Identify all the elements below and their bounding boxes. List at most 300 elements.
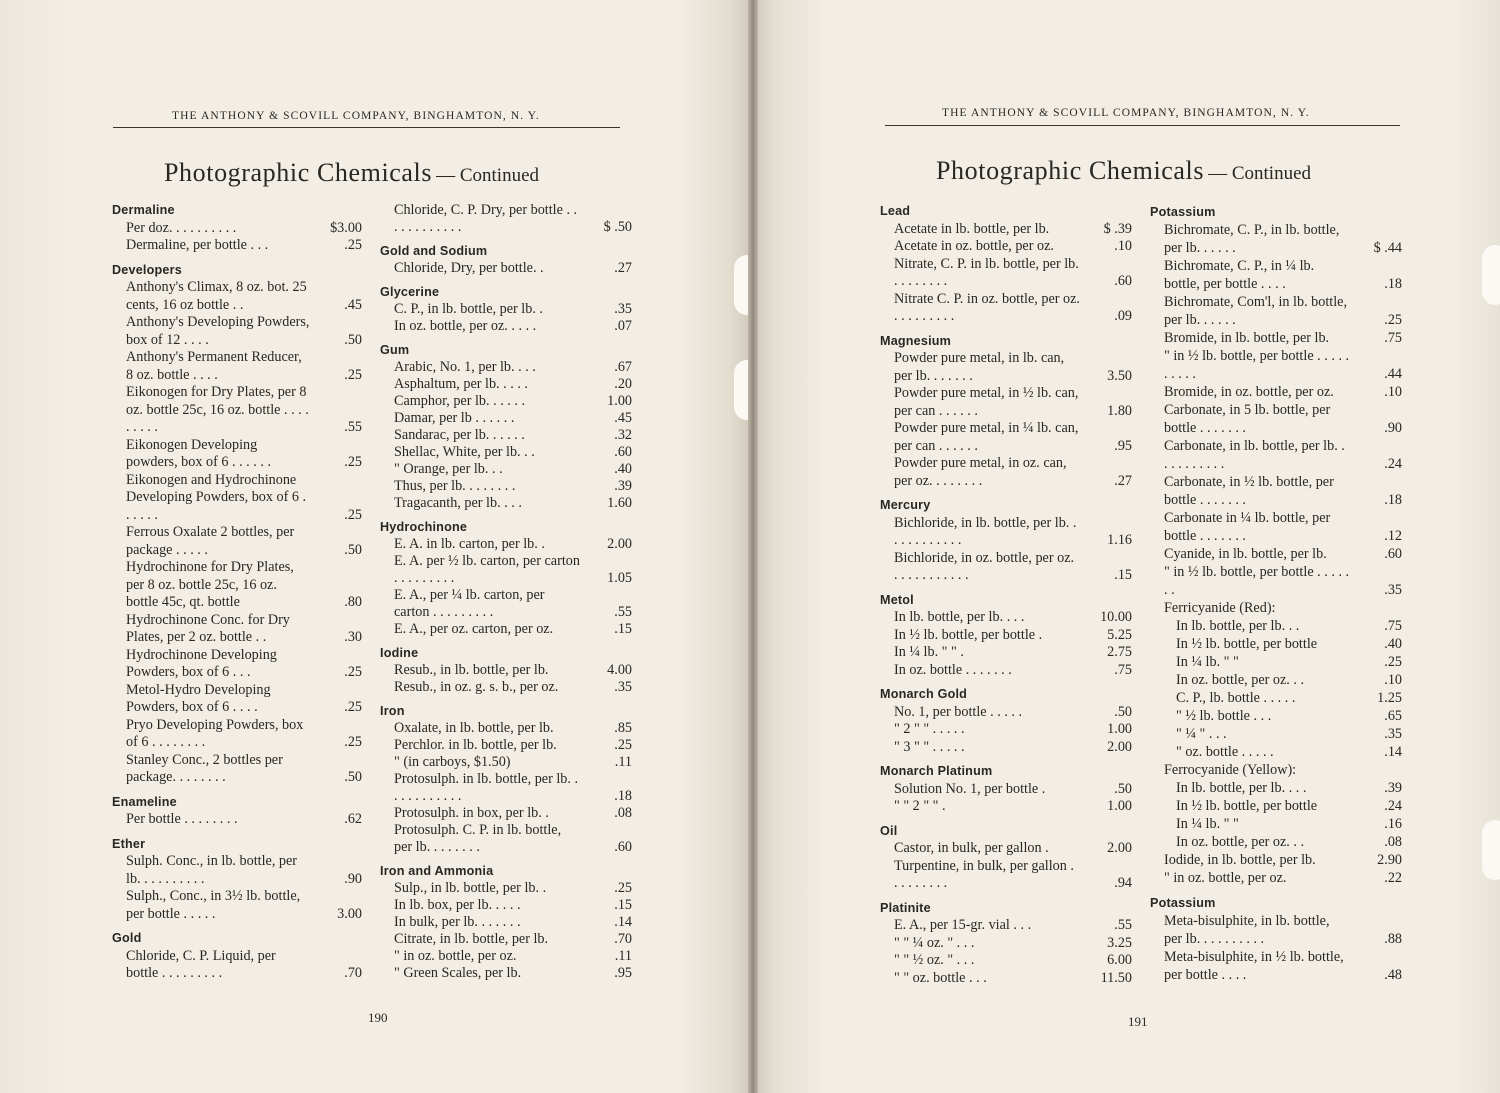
item-price: .18 [1384, 276, 1402, 292]
item-price: .62 [344, 811, 362, 827]
item-price: 10.00 [1100, 609, 1132, 625]
item-description: Bromide, in lb. bottle, per lb. [1164, 330, 1330, 346]
section-heading: Hydrochinone [380, 520, 468, 534]
price-row [880, 420, 1132, 455]
title-main: Photographic Chemicals [936, 156, 1205, 185]
item-description: Powder pure metal, in lb. can, per lb. . . . . . . [894, 350, 1065, 384]
item-description: Powder pure metal, in ¼ lb. can, per can . . . . . . [894, 420, 1079, 454]
item-description: In ¼ lb. " " . [894, 644, 964, 660]
section-heading: Mercury [880, 498, 931, 512]
item-description: Sulph. Conc., in lb. bottle, per lb. . . . . . . . . . [126, 853, 298, 887]
price-row [1150, 797, 1402, 815]
item-price: .20 [614, 376, 632, 392]
item-description: Hydrochinone for Dry Plates, per 8 oz. bottle 25c, 16 oz. bottle 45c, qt. bottle [126, 559, 294, 610]
price-row [380, 444, 632, 461]
price-row [380, 393, 632, 410]
item-price: .50 [344, 331, 362, 348]
item-price: .50 [1114, 703, 1132, 720]
item-description: Thus, per lb. . . . . . . . [394, 478, 516, 494]
item-price: .50 [344, 769, 362, 785]
section-heading: Developers [112, 262, 182, 277]
item-description: Protosulph. in lb. bottle, per lb. . . . . . . . . . . . [394, 771, 579, 804]
price-row [880, 256, 1132, 291]
section-heading: Metol [880, 592, 914, 607]
item-description: Bichromate, C. P., in lb. bottle, per lb. . . . . . [1164, 222, 1340, 256]
item-price: .85 [614, 720, 632, 736]
item-price: .45 [344, 296, 362, 313]
price-row [880, 221, 1132, 239]
section-heading: Potassium [1150, 205, 1216, 219]
item-price: .11 [614, 948, 632, 964]
price-row [1150, 473, 1402, 509]
title-main: Photographic Chemicals [164, 158, 433, 187]
item-price: 1.05 [607, 570, 632, 586]
item-price: .60 [1114, 273, 1132, 289]
price-row [880, 291, 1132, 326]
price-row [1150, 671, 1402, 689]
price-row [380, 662, 632, 679]
item-price: .55 [614, 604, 632, 620]
item-price: .55 [1114, 917, 1132, 933]
price-row [380, 495, 632, 512]
item-price: $ .44 [1373, 240, 1402, 256]
item-price: 3.00 [337, 905, 362, 922]
section-heading: Oil [880, 823, 898, 838]
title-suffix: — Continued [436, 165, 540, 186]
price-row [112, 384, 362, 437]
item-price: $3.00 [330, 219, 362, 236]
item-description: In oz. bottle, per oz. . . [1176, 834, 1305, 850]
item-description: Carbonate, in lb. bottle, per lb. . . . . . . . . . . [1164, 438, 1345, 472]
item-price: .39 [614, 478, 632, 494]
item-description: No. 1, per bottle . . . . . [894, 703, 1023, 720]
item-description: E. A. in lb. carton, per lb. . [394, 536, 545, 552]
item-price: .40 [1384, 636, 1402, 652]
item-price: 1.16 [1107, 532, 1132, 548]
price-row [1150, 329, 1402, 347]
price-row [380, 737, 632, 754]
item-price: .67 [614, 359, 632, 375]
price-row [1150, 599, 1402, 617]
price-row [380, 822, 632, 856]
item-price: .18 [614, 788, 632, 804]
item-price: .25 [1384, 654, 1402, 670]
item-description: Resub., in lb. bottle, per lb. [394, 662, 549, 678]
section-heading: Iron [380, 704, 405, 718]
price-row [112, 647, 362, 682]
item-price: 3.50 [1107, 367, 1132, 384]
price-row [880, 238, 1132, 256]
item-price: .25 [344, 699, 362, 715]
item-description: Resub., in oz. g. s. b., per oz. [394, 679, 559, 695]
price-row [112, 853, 362, 888]
price-row [112, 559, 362, 612]
item-price: 2.90 [1377, 852, 1402, 868]
price-row [380, 621, 632, 638]
price-row [112, 437, 362, 472]
price-row [1150, 725, 1402, 743]
item-price: .25 [344, 664, 362, 680]
item-description: Ferrocyanide (Yellow): [1164, 762, 1297, 778]
item-description: Eikonogen for Dry Plates, per 8 oz. bottle 25c, 16 oz. bottle . . . . . . . . . [126, 384, 309, 435]
item-price: .16 [1384, 816, 1402, 832]
item-description: Per doz. . . . . . . . . . [126, 219, 237, 236]
section-heading: Monarch Gold [880, 687, 968, 701]
section-heading: Platinite [880, 900, 931, 915]
price-column [112, 202, 362, 983]
item-price: .70 [344, 965, 362, 981]
price-row [880, 952, 1132, 970]
right-page-tab [1482, 820, 1500, 880]
item-description: Carbonate, in 5 lb. bottle, per bottle . . . . . . . [1164, 402, 1331, 436]
item-description: Cyanide, in lb. bottle, per lb. [1164, 546, 1327, 562]
item-description: Bichloride, in oz. bottle, per oz. . . . . . . . . . . . [894, 549, 1075, 583]
price-row [1150, 347, 1402, 383]
item-description: " Orange, per lb. . . [394, 461, 503, 477]
item-description: In oz. bottle, per oz. . . . . [394, 318, 537, 334]
item-price: .08 [1384, 834, 1402, 850]
item-description: " oz. bottle . . . . . [1176, 744, 1274, 760]
running-head: THE ANTHONY & SCOVILL COMPANY, BINGHAMTON, N. Y. [942, 107, 1310, 119]
item-price: 2.00 [1107, 738, 1132, 755]
item-price: .25 [614, 737, 632, 753]
item-price: 2.75 [1107, 644, 1132, 660]
item-description: Acetate in lb. bottle, per lb. [894, 220, 1050, 237]
item-price: 1.60 [607, 495, 632, 511]
header-rule [113, 127, 620, 128]
item-price: .25 [344, 237, 362, 253]
item-description: Turpentine, in bulk, per gallon . . . . . . . . . [894, 857, 1074, 891]
item-description: " " oz. bottle . . . [894, 969, 987, 986]
item-description: Meta-bisulphite, in lb. bottle, per lb. . . . . . . . . . [1164, 913, 1330, 947]
item-description: Bromide, in oz. bottle, per oz. [1164, 384, 1334, 400]
item-price: .24 [1384, 798, 1402, 814]
price-row [380, 410, 632, 427]
item-price: .88 [1384, 931, 1402, 947]
item-description: " 3 " " . . . . . [894, 738, 965, 755]
item-description: Chloride, C. P. Dry, per bottle . . . . . . . . . . . . [394, 202, 578, 235]
item-description: In ¼ lb. " " [1176, 654, 1239, 670]
item-description: Ferricyanide (Red): [1164, 600, 1276, 616]
price-row [1150, 437, 1402, 473]
section-heading: Lead [880, 204, 911, 218]
price-row [1150, 383, 1402, 401]
price-row [1150, 563, 1402, 599]
item-description: E. A. per ½ lb. carton, per carton . . . . . . . . . [394, 553, 580, 586]
item-description: " in ½ lb. bottle, per bottle . . . . . . . . . . [1164, 348, 1350, 382]
item-description: Chloride, Dry, per bottle. . [394, 260, 544, 276]
price-row [112, 472, 362, 525]
item-description: In oz. bottle . . . . . . . [894, 661, 1012, 678]
price-row [380, 318, 632, 335]
price-row [112, 752, 362, 787]
item-price: .48 [1384, 967, 1402, 983]
price-row [112, 237, 362, 255]
header-rule [885, 125, 1400, 126]
price-row [112, 612, 362, 647]
item-price: .50 [1114, 780, 1132, 797]
price-row [1150, 851, 1402, 869]
price-row [112, 948, 362, 983]
item-description: Sulp., in lb. bottle, per lb. . [394, 880, 547, 896]
price-row [380, 679, 632, 696]
item-price: .80 [344, 594, 362, 610]
item-price: .50 [344, 541, 362, 558]
price-row [1150, 653, 1402, 671]
item-description: Powder pure metal, in ½ lb. can, per can . . . . . . [894, 385, 1079, 419]
price-row [380, 914, 632, 931]
price-row [1150, 293, 1402, 329]
right-page-tab [1482, 245, 1500, 305]
item-description: C. P., lb. bottle . . . . . [1176, 690, 1296, 706]
price-row [380, 805, 632, 822]
right-page [752, 0, 1500, 1093]
item-description: Anthony's Climax, 8 oz. bot. 25 cents, 16 oz bottle . . [126, 279, 307, 313]
item-description: Carbonate in ¼ lb. bottle, per bottle . . . . . . . [1164, 510, 1331, 544]
item-price: 1.00 [1107, 721, 1132, 737]
item-description: Oxalate, in lb. bottle, per lb. [394, 720, 554, 736]
price-row [380, 720, 632, 737]
item-price: .35 [614, 679, 632, 695]
section-heading: Iodine [380, 646, 419, 660]
item-description: Perchlor. in lb. bottle, per lb. [394, 737, 557, 753]
item-price: .10 [1384, 672, 1402, 688]
price-row [1150, 635, 1402, 653]
price-row [1150, 779, 1402, 797]
item-price: .45 [614, 410, 632, 426]
item-price: .27 [1114, 472, 1132, 489]
price-row [112, 888, 362, 923]
price-row [112, 811, 362, 829]
section-heading: Ether [112, 836, 146, 851]
price-row [880, 917, 1132, 935]
item-price: .09 [1114, 308, 1132, 324]
item-description: Stanley Conc., 2 bottles per package. . . . . . . . [126, 751, 283, 785]
price-row [380, 536, 632, 553]
item-description: Meta-bisulphite, in ½ lb. bottle, per bottle . . . . [1164, 949, 1344, 983]
item-description: Dermaline, per bottle . . . [126, 237, 269, 253]
price-row [380, 771, 632, 805]
item-price: .90 [344, 870, 362, 887]
price-row [1150, 912, 1402, 948]
item-description: In ½ lb. bottle, per bottle . [894, 626, 1043, 643]
item-price: .14 [614, 914, 632, 930]
price-row [1150, 545, 1402, 563]
price-row [880, 515, 1132, 550]
item-description: Protosulph. C. P. in lb. bottle, per lb. . . . . . . . [394, 822, 562, 855]
price-row [880, 935, 1132, 953]
price-row [380, 376, 632, 393]
item-description: Chloride, C. P. Liquid, per bottle . . . . . . . . . [126, 947, 276, 981]
page-title [164, 158, 539, 188]
item-description: E. A., per ¼ lb. carton, per carton . . . . . . . . . [394, 587, 545, 620]
price-row [1150, 401, 1402, 437]
item-price: .15 [614, 897, 632, 913]
item-price: 6.00 [1107, 952, 1132, 968]
price-row [380, 427, 632, 444]
item-price: .75 [1384, 330, 1402, 346]
item-price: .24 [1384, 456, 1402, 472]
price-row [1150, 707, 1402, 725]
title-suffix: — Continued [1208, 163, 1312, 184]
item-description: Anthony's Permanent Reducer, 8 oz. bottle . . . . [126, 349, 302, 383]
item-description: " in oz. bottle, per oz. [394, 948, 517, 964]
item-price: .30 [344, 629, 362, 645]
price-row [880, 609, 1132, 627]
item-price: $ .39 [1103, 220, 1132, 237]
item-price: .15 [1114, 567, 1132, 583]
item-price: .32 [614, 427, 632, 443]
item-price: .25 [344, 454, 362, 470]
item-price: .70 [614, 931, 632, 947]
item-price: .40 [614, 461, 632, 477]
item-description: " in ½ lb. bottle, per bottle . . . . . . . [1164, 564, 1350, 598]
price-row [380, 931, 632, 948]
price-row [880, 662, 1132, 680]
item-description: Damar, per lb . . . . . . [394, 410, 515, 426]
price-row [880, 739, 1132, 757]
item-price: .39 [1384, 780, 1402, 796]
page-title [936, 156, 1311, 186]
price-row [112, 314, 362, 349]
price-row [880, 781, 1132, 799]
item-description: Powder pure metal, in oz. can, per oz. . . . . . . . [894, 455, 1067, 489]
book-gutter [748, 0, 758, 1093]
price-row [880, 798, 1132, 816]
item-description: " (in carboys, $1.50) [394, 754, 511, 770]
price-row [1150, 761, 1402, 779]
section-heading: Dermaline [112, 203, 175, 217]
item-description: In ½ lb. bottle, per bottle [1176, 798, 1318, 814]
item-description: In lb. bottle, per lb. . . . [1176, 780, 1307, 796]
item-price: .15 [614, 621, 632, 637]
item-description: E. A., per 15-gr. vial . . . [894, 917, 1032, 933]
price-row [380, 897, 632, 914]
item-description: Castor, in bulk, per gallon . [894, 840, 1049, 856]
item-price: 1.00 [1107, 798, 1132, 814]
price-column [380, 202, 632, 982]
item-price: 11.50 [1100, 969, 1132, 986]
price-row [1150, 257, 1402, 293]
item-description: Shellac, White, per lb. . . [394, 444, 535, 460]
item-price: .60 [614, 839, 632, 855]
item-price: .25 [344, 734, 362, 750]
item-description: Protosulph. in box, per lb. . [394, 805, 549, 821]
item-description: " ¼ " . . . [1176, 726, 1227, 742]
price-row [1150, 948, 1402, 984]
item-price: .25 [1384, 312, 1402, 328]
section-heading: Monarch Platinum [880, 764, 993, 778]
item-description: Per bottle . . . . . . . . [126, 811, 238, 827]
item-price: .90 [1384, 420, 1402, 436]
item-description: In ½ lb. bottle, per bottle [1176, 636, 1318, 652]
item-description: Asphaltum, per lb. . . . . [394, 376, 528, 392]
item-description: Bichromate, C. P., in ¼ lb. bottle, per bottle . . . . [1164, 258, 1315, 292]
item-description: " Green Scales, per lb. [394, 965, 522, 981]
price-row [112, 682, 362, 717]
item-price: .44 [1384, 366, 1402, 382]
section-heading: Iron and Ammonia [380, 864, 494, 878]
price-column [880, 203, 1132, 987]
item-description: Arabic, No. 1, per lb. . . . [394, 359, 536, 375]
item-price: 4.00 [607, 662, 632, 678]
item-description: Metol-Hydro Developing Powders, box of 6 . . . . [126, 681, 271, 715]
price-row [1150, 815, 1402, 833]
item-price: 1.00 [607, 393, 632, 409]
price-row [880, 550, 1132, 585]
item-description: " " ¼ oz. " . . . [894, 934, 975, 951]
item-description: In lb. bottle, per lb. . . . [894, 609, 1025, 625]
item-description: Bichromate, Com'l, in lb. bottle, per lb. . . . . . [1164, 294, 1348, 328]
item-description: Bichloride, in lb. bottle, per lb. . . . . . . . . . . . [894, 514, 1077, 548]
item-description: " ½ lb. bottle . . . [1176, 708, 1272, 724]
item-description: Carbonate, in ½ lb. bottle, per bottle . . . . . . . [1164, 474, 1334, 508]
item-price: .35 [1384, 582, 1402, 598]
item-price: .55 [344, 419, 362, 435]
price-row [880, 704, 1132, 722]
item-price: .35 [614, 301, 632, 317]
price-row [1150, 221, 1402, 257]
item-price: .07 [614, 318, 632, 334]
item-description: Acetate in oz. bottle, per oz. [894, 238, 1054, 254]
price-row [880, 970, 1132, 988]
item-price: .35 [1384, 726, 1402, 742]
item-price: $ .50 [603, 219, 632, 235]
item-price: .60 [1384, 546, 1402, 562]
price-row [380, 948, 632, 965]
price-row [380, 553, 632, 587]
price-row [880, 644, 1132, 662]
running-head: THE ANTHONY & SCOVILL COMPANY, BINGHAMTON, N. Y. [172, 110, 540, 122]
section-heading: Enameline [112, 794, 177, 809]
item-price: .75 [1114, 661, 1132, 678]
price-row [1150, 509, 1402, 545]
item-description: Eikonogen and Hydrochinone Developing Powders, box of 6 . . . . . . [126, 471, 307, 523]
price-row [380, 880, 632, 897]
page-number: 190 [368, 1010, 388, 1025]
price-row [112, 524, 362, 559]
item-price: .11 [614, 754, 632, 770]
item-description: Iodide, in lb. bottle, per lb. [1164, 852, 1316, 868]
price-row [880, 385, 1132, 420]
item-price: 5.25 [1107, 626, 1132, 643]
price-row [380, 301, 632, 318]
item-description: In oz. bottle, per oz. . . [1176, 672, 1305, 688]
item-description: Ferrous Oxalate 2 bottles, per package . . . . . [126, 524, 295, 558]
item-price: .65 [1384, 708, 1402, 724]
price-row [380, 965, 632, 982]
item-price: .22 [1384, 870, 1402, 886]
item-description: E. A., per oz. carton, per oz. [394, 621, 554, 637]
item-price: .95 [614, 965, 632, 981]
item-price: .27 [614, 260, 632, 276]
price-row [380, 461, 632, 478]
price-row [880, 627, 1132, 645]
price-row [880, 721, 1132, 739]
section-heading: Magnesium [880, 333, 952, 348]
item-price: .25 [344, 366, 362, 383]
item-price: .10 [1114, 238, 1132, 254]
price-row [380, 754, 632, 771]
item-price: .94 [1114, 875, 1132, 891]
item-price: 2.00 [607, 536, 632, 552]
item-description: In lb. box, per lb. . . . . [394, 897, 521, 913]
price-row [1150, 743, 1402, 761]
item-price: 1.25 [1377, 690, 1402, 706]
item-price: 1.80 [1107, 402, 1132, 419]
item-description: Sulph., Conc., in 3½ lb. bottle, per bottle . . . . . [126, 888, 301, 922]
price-row [880, 455, 1132, 490]
